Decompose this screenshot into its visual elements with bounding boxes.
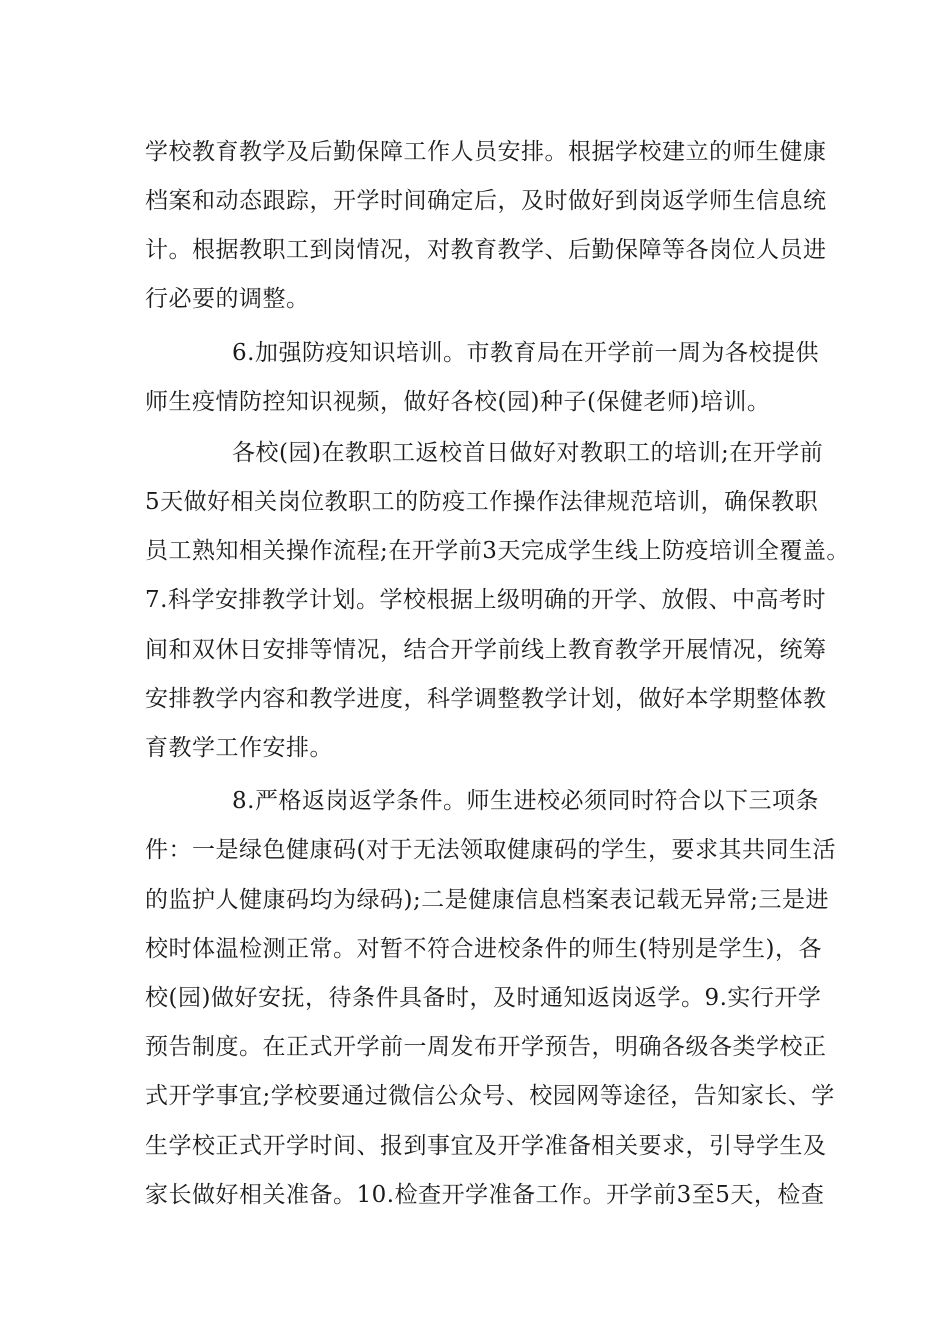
text-line: 行必要的调整。 [145, 286, 310, 312]
text-line: 安排教学内容和教学进度，科学调整教学计划，做好本学期整体教 [145, 686, 827, 712]
text-line: 员工熟知相关操作流程;在开学前3天完成学生线上防疫培训全覆盖。 [145, 538, 850, 564]
text-line: 5天做好相关岗位教职工的防疫工作操作法律规范培训，确保教职 [145, 489, 819, 515]
text-line: 件：一是绿色健康码(对于无法领取健康码的学生，要求其共同生活 [145, 837, 836, 863]
text-line: 6.加强防疫知识培训。市教育局在开学前一周为各校提供 [232, 340, 819, 366]
text-line: 预告制度。在正式开学前一周发布开学预告，明确各级各类学校正 [145, 1034, 827, 1060]
text-line: 学校教育教学及后勤保障工作人员安排。根据学校建立的师生健康 [145, 139, 827, 165]
text-line: 校(园)做好安抚，待条件具备时，及时通知返岗返学。9.实行开学 [145, 985, 822, 1011]
text-line: 式开学事宜;学校要通过微信公众号、校园网等途径，告知家长、学 [145, 1083, 835, 1109]
text-line: 8.严格返岗返学条件。师生进校必须同时符合以下三项条 [232, 788, 819, 814]
text-line: 育教学工作安排。 [145, 735, 333, 761]
text-line: 7.科学安排教学计划。学校根据上级明确的开学、放假、中高考时 [145, 587, 826, 613]
text-line: 计。根据教职工到岗情况，对教育教学、后勤保障等各岗位人员进 [145, 237, 827, 263]
text-line: 各校(园)在教职工返校首日做好对教职工的培训;在开学前 [232, 440, 824, 466]
text-line: 校时体温检测正常。对暂不符合进校条件的师生(特别是学生)，各 [145, 936, 822, 962]
text-line: 家长做好相关准备。10.检查开学准备工作。开学前3至5天，检查 [145, 1182, 825, 1208]
text-line: 生学校正式开学时间、报到事宜及开学准备相关要求，引导学生及 [145, 1133, 827, 1159]
text-line: 的监护人健康码均为绿码);二是健康信息档案表记载无异常;三是进 [145, 887, 829, 913]
text-line: 间和双休日安排等情况，结合开学前线上教育教学开展情况，统筹 [145, 637, 827, 663]
text-line: 师生疫情防控知识视频，做好各校(园)种子(保健老师)培训。 [145, 389, 771, 415]
text-line: 档案和动态跟踪，开学时间确定后，及时做好到岗返学师生信息统 [145, 188, 827, 214]
